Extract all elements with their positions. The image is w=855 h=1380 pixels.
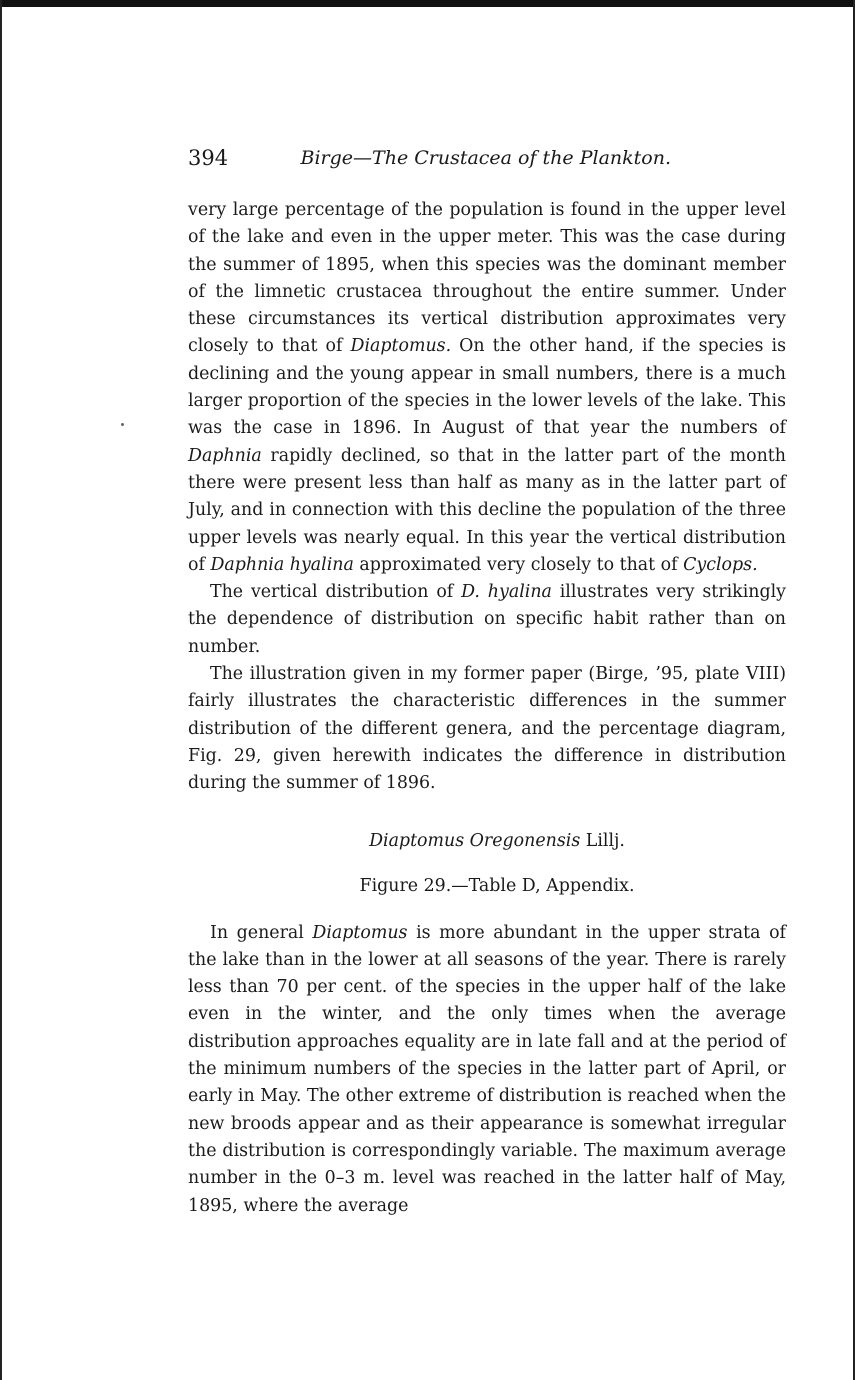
para1-italic-cyclops: Cyclops. <box>683 554 758 575</box>
para1-italic-daphnia-hyalina: Daphnia hyalina <box>210 554 354 575</box>
section-title-author: Lillj. <box>580 830 625 851</box>
para2-text-1: The vertical distribution of <box>210 582 462 603</box>
page-number: 394 <box>188 146 229 170</box>
scan-left-border <box>0 0 2 1380</box>
page-body <box>188 143 786 1220</box>
section-title <box>208 828 786 855</box>
para4-italic-diaptomus: Diaptomus <box>312 922 408 943</box>
body-text-lower <box>188 920 786 1220</box>
para1-text-1: very large percentage of the population is found in the upper level of the lake and even in the upper meter. This was the case during the summer of 1895, when this species was the dominant member of the limnetic crustacea throughout the entire summer. Under these circumstances its vertical distribution approximates very closely to that of <box>188 200 786 357</box>
para1-text-2: On the other hand, if the species is declining and the young appear in small numbers, there is a much larger proportion of the species in the lower levels of the lake. This was the case in 1896. In August of that year the numbers of <box>188 336 786 439</box>
page-header <box>188 143 786 179</box>
para3-text-1: The illustration given in my former paper (Birge, ’95, plate VIII) fairly illustrates the characteristic differences in the summer distribution of the different genera, and the percentage diagram, Fig. 29, given herewith indicates the difference in distribution during the summer of 1896. <box>188 664 786 794</box>
para2-italic-d-hyalina: D. hyalina <box>461 582 552 603</box>
para1-italic-daphnia: Daphnia <box>188 445 262 466</box>
paragraph-4 <box>188 920 786 1220</box>
margin-mark <box>121 423 124 426</box>
section-title-species: Diaptomus Oregonensis <box>369 830 581 851</box>
para1-text-4: approximated very closely to that of <box>353 554 684 575</box>
paragraph-2 <box>188 579 786 661</box>
scan-top-border <box>0 0 855 7</box>
para2-text-2: illustrates very strikingly the dependence of distribution on specific habit rather than on number. <box>188 582 786 657</box>
running-head: Birge—The Crustacea of the Plankton. <box>300 147 671 169</box>
paragraph-1 <box>188 197 786 579</box>
para1-italic-diaptomus: Diaptomus. <box>350 336 452 357</box>
para4-text-2: is more abundant in the upper strata of the lake than in the lower at all seasons of the year. There is rarely less than 70 per cent. of the species in the upper half of the lake even in the winter, and the only times when the average distribution approaches equality are in late fall and at the period of the minimum numbers of the species in the latter part of April, or early in May. The other extreme of distribution is reached when the new broods appear and as their appearance is somewhat irregular the distribution is correspondingly variable. The maximum average number in the 0–3 m. level was reached in the latter half of May, 1895, where the average <box>188 922 786 1216</box>
figure-reference: Figure 29.—Table D, Appendix. <box>359 875 635 896</box>
paragraph-3 <box>188 661 786 797</box>
body-text-upper <box>188 197 786 798</box>
para1-text-3: rapidly declined, so that in the latter part of the month there were present less than half as many as in the latter part of July, and in connection with this decline the population of the three upper levels was nearly equal. In this year the vertical distribution of <box>188 445 786 575</box>
para4-text-1: In general <box>210 922 313 943</box>
